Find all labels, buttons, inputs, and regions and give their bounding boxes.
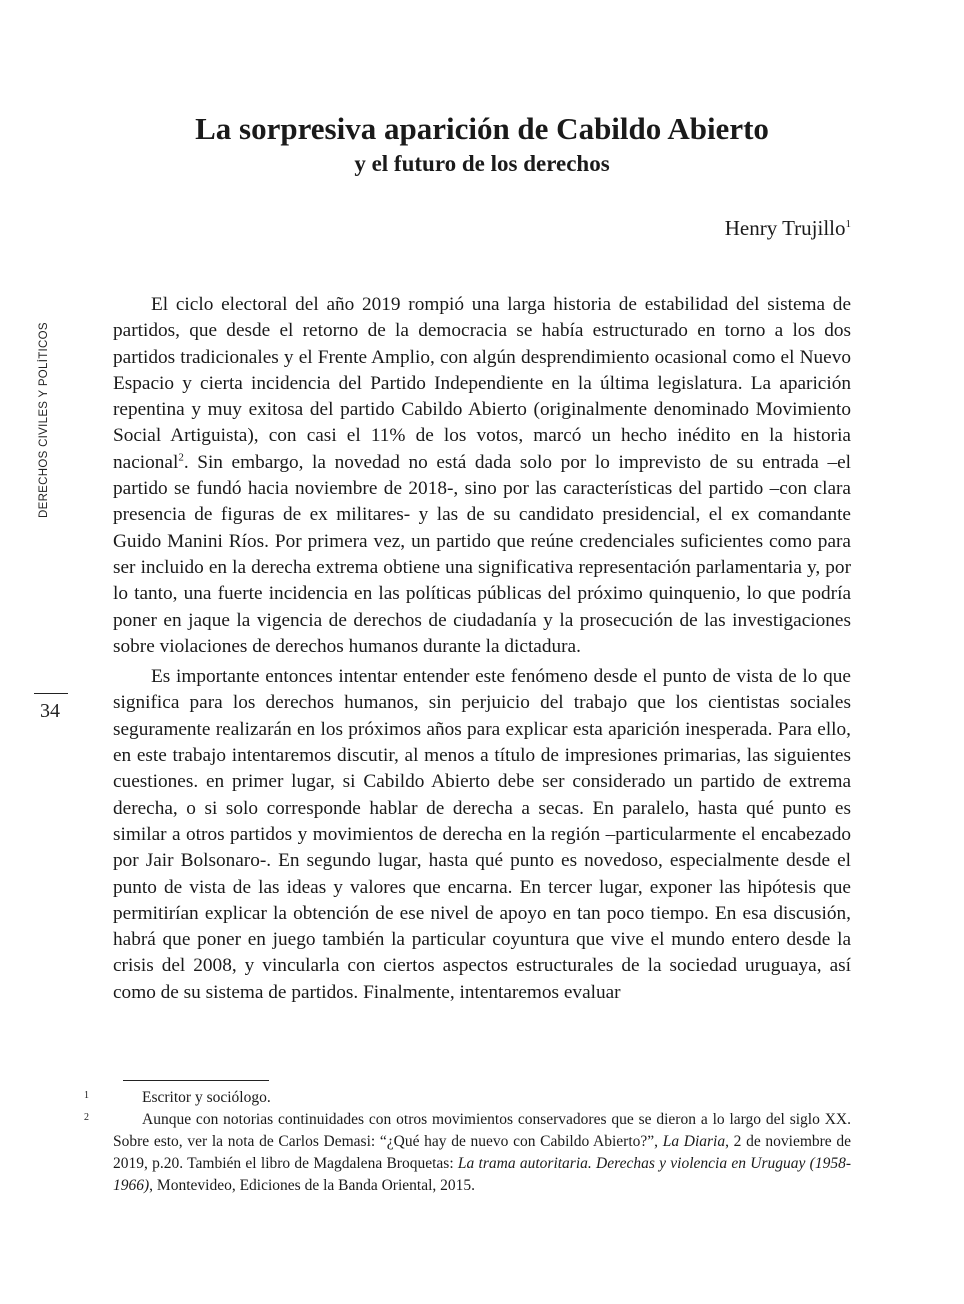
footnote-1 (84, 1087, 851, 1109)
footnote-2-italic-a: La Diaria (662, 1133, 726, 1150)
paragraph-1-text-b: . Sin embargo, la novedad no está dada solo por lo imprevisto de su entrada –el partido se fundó hacia noviembre de 2018-, sino por las características del partido –con clara presencia de figuras de ex militares- y las de su candidato presidencial, el ex comandante Guido Manini Ríos. Por primera vez, un partido que reúne credenciales suficientes como para ser incluido en la derecha extrema obtiene una significativa representación parlamentaria y, por lo tanto, una fuerte incidencia en las políticas públicas del próximo quinquenio, lo que podría poner en jaque la vigencia de derechos de ciudadanía y la prosecución de las investigaciones sobre violaciones de derechos humanos durante la dictadura. (113, 451, 851, 657)
article-title: La sorpresiva aparición de Cabildo Abierto (195, 111, 769, 146)
paragraph-1-text-a: El ciclo electoral del año 2019 rompió una larga historia de estabilidad del sistema de partidos, que desde el retorno de la democracia se había estructurado en torno a los dos partidos tradicionales y el Frente Amplio, con algún desprendimiento ocasional como el Nuevo Espacio y cierta incidencia del Partido Independiente en la última legislatura. La aparición repentina y muy exitosa del partido Cabildo Abierto (originalmente denominado Movimiento Social Artiguista), con casi el 11% de los votos, marcó un hecho inédito en la historia nacional (113, 294, 851, 473)
footnote-ref-2[interactable]: 2 (178, 451, 184, 464)
page-number-rule (34, 693, 68, 694)
footnote-2-text-c: , Montevideo, Ediciones de la Banda Oriental, 2015. (149, 1177, 476, 1194)
footnote-2 (84, 1109, 851, 1197)
article-subtitle: y el futuro de los derechos (354, 151, 610, 176)
footnote-2-text-b: , 2 de noviembre de 2019, p.20. También el libro de Magdalena Broquetas: (113, 1133, 851, 1172)
footnote-2-italic-b: La trama autoritaria. Derechas y violencia en Uruguay (1958-1966) (113, 1155, 851, 1194)
author-footnote-ref[interactable]: 1 (845, 218, 851, 230)
footnote-2-mark: 2 (84, 1112, 89, 1123)
footnote-2-text-a: Aunque con notorias continuidades con otros movimientos conservadores que se dieron a lo largo del siglo XX. Sobre esto, ver la nota de Carlos Demasi: “¿Qué hay de nuevo con Cabildo Abierto?”, (113, 1111, 851, 1150)
footnote-1-text: Escritor y sociólogo. (142, 1089, 271, 1106)
footnote-separator (123, 1080, 269, 1081)
section-side-label: DERECHOS CIVILES Y POLÍTICOS (38, 322, 50, 518)
page-number: 34 (40, 700, 60, 722)
paragraph-1 (113, 292, 851, 660)
author-name: Henry Trujillo (724, 216, 846, 240)
footnotes (84, 1087, 851, 1197)
author-line (725, 214, 851, 242)
paragraph-2: Es importante entonces intentar entender este fenómeno desde el punto de vista de lo que significa para los derechos humanos, sin perjuicio del trabajo que los cientistas sociales seguramente realizarán en los próximos años para explicar esta aparición inesperada. Para ello, en este trabajo intentaremos discutir, al menos a título de impresiones primarias, las siguientes cuestiones. en primer lugar, si Cabildo Abierto debe ser considerado un partido de extrema derecha, o si solo corresponde hablar de derecha a secas. En paralelo, hasta qué punto es similar a otros partidos y movimientos de derecha en la región –particularmente el encabezado por Jair Bolsonaro-. En segundo lugar, hasta qué punto es novedoso, especialmente desde el punto de vista de las ideas y valores que encarna. En tercer lugar, exponer las hipótesis que permitirían explicar la obtención de ese nivel de apoyo en tan poco tiempo. En esa discusión, habrá que poner en juego también la particular coyuntura que vive el mundo entero desde la crisis del 2008, y vincularla con ciertos aspectos estructurales de la sociedad uruguaya, así como de su sistema de partidos. Finalmente, intentaremos evaluar (113, 666, 851, 1003)
article-body (113, 292, 851, 1010)
footnote-1-mark: 1 (84, 1090, 89, 1101)
